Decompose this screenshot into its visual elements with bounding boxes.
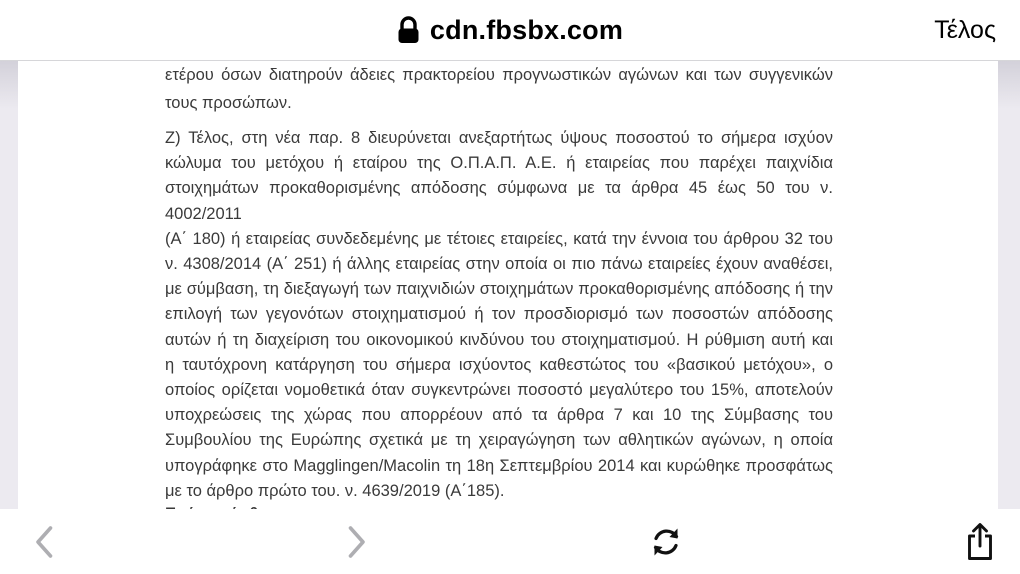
lock-icon [397, 15, 420, 45]
doc-line: οποίος ορίζεται νομοθετικά όταν συγκεντρώνει ποσοστό μεγαλύτερο του 15%, αποτελούν [165, 381, 833, 400]
doc-line: κώλυμα του μετόχου ή εταίρου της Ο.Π.Α.Π. Α.Ε. ή εταιρείας που παρέχει παιχνίδια [165, 154, 833, 173]
chevron-right-icon [345, 524, 369, 560]
refresh-button[interactable] [644, 509, 688, 574]
address-title [0, 0, 1020, 60]
doc-line: ετέρου όσων διατηρούν άδειες πρακτορείου προγνωστικών αγώνων και των συγγενικών [165, 66, 833, 84]
done-button[interactable]: Τέλος [934, 15, 996, 44]
doc-line: (Α΄ 180) ή εταιρείας συνδεδεμένης με τέτοιες εταιρείες, κατά την έννοια του άρθρου 32 του [165, 229, 833, 248]
forward-button[interactable] [335, 509, 379, 574]
doc-line: επιλογή των γεγονότων στοιχηματισμού ή τον προσδιορισμό των ποσοστών απόδοσης [165, 305, 833, 324]
doc-line: η ταυτόχρονη κατάργηση του σήμερα ισχύοντος καθεστώτος του «βασικού μετόχου», ο [165, 355, 833, 374]
share-button[interactable] [958, 509, 1002, 574]
doc-line: με το άρθρο πρώτο του. ν. 4639/2019 (Α΄185). [165, 481, 505, 500]
document-page [18, 61, 998, 509]
doc-line: Ζ) Τέλος, στη νέα παρ. 8 διευρύνεται ανεξαρτήτως ύψους ποσοστού το σήμερα ισχύον [165, 129, 833, 147]
doc-line: στοιχημάτων προκαθορισμένης απόδοσης σύμφωνα με τα άρθρα 45 έως 50 του ν. 4002/2011 [165, 179, 833, 223]
back-button[interactable] [22, 509, 66, 574]
web-content-area [0, 61, 1020, 509]
doc-line: υποχρεώσεις της χώρας που απορρέουν από τα άρθρα 7 και 10 της Σύμβασης του [165, 406, 833, 425]
doc-line: αυτών ή τη διαχείριση του οικονομικού κινδύνου του στοιχηματισμού. Η ρύθμιση αυτή και [165, 330, 833, 349]
share-icon [964, 522, 996, 562]
refresh-icon [648, 524, 684, 560]
doc-line: ν. 4308/2014 (Α΄ 251) ή άλλης εταιρείας στην οποία οι πιο πάνω εταιρείες έχουν αναθέσει, [165, 255, 833, 274]
in-app-browser-header [0, 0, 1020, 61]
chevron-left-icon [32, 524, 56, 560]
paragraph [165, 61, 833, 117]
doc-line: τους προσώπων. [165, 94, 292, 112]
paragraph [165, 126, 833, 504]
browser-toolbar [0, 509, 1020, 574]
document-text [165, 61, 833, 504]
doc-line: με σύμβαση, τη διεξαγωγή των παιχνιδιών στοιχημάτων προκαθορισμένης απόδοσης ή την [165, 280, 833, 299]
doc-line: Συμβουλίου της Ευρώπης σχετικά με τη χειραγώγηση των αθλητικών αγώνων, η οποία [165, 431, 833, 450]
url-text: cdn.fbsbx.com [429, 14, 624, 45]
doc-line: υπογράφηκε στο Magglingen/Macolin τη 18η Σεπτεμβρίου 2014 και κυρώθηκε προσφάτως [165, 456, 833, 475]
